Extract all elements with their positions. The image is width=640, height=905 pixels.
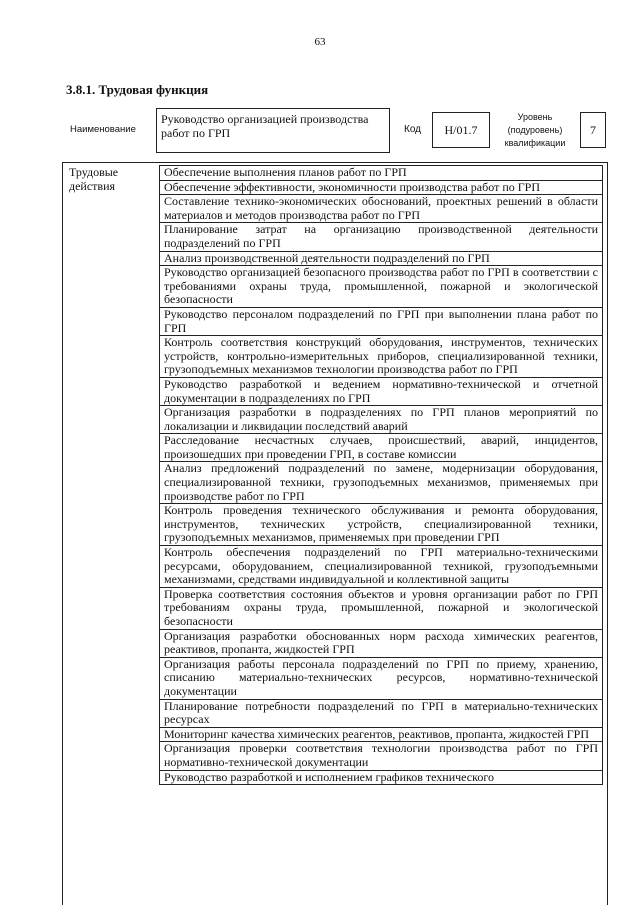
action-row: Анализ производственной деятельности подразделений по ГРП (159, 251, 603, 267)
action-row: Анализ предложений подразделений по замене, модернизации оборудования, специализированной техники, грузоподъемных механизмов, применяемых при производстве работ по ГРП (159, 461, 603, 504)
action-row: Контроль проведения технического обслуживания и ремонта оборудования, инструментов, технических устройств, специализированной техники, грузоподъемных механизмов, применяемых при проведении ГРП (159, 503, 603, 546)
action-row: Расследование несчастных случаев, происшествий, аварий, инцидентов, произошедших при проведении ГРП, в составе комиссии (159, 433, 603, 462)
action-row: Обеспечение выполнения планов работ по ГРП (159, 165, 603, 181)
action-row: Руководство разработкой и исполнением графиков технического (159, 770, 603, 786)
action-row: Организация работы персонала подразделений по ГРП по приему, хранению, списанию материально-технических ресурсов, нормативно-технической документации (159, 657, 603, 700)
action-row: Организация разработки в подразделениях по ГРП планов мероприятий по локализации и ликвидации последствий аварий (159, 405, 603, 434)
action-row: Организация проверки соответствия технологии производства работ по ГРП нормативно-технической документации (159, 741, 603, 770)
action-row: Контроль соответствия конструкций оборудования, инструментов, технических устройств, контрольно-измерительных приборов, специализированной техники, грузоподъемных механизмов технологии производства работ по ГРП (159, 335, 603, 378)
action-row: Планирование потребности подразделений по ГРП в материально-технических ресурсах (159, 699, 603, 728)
action-row: Планирование затрат на организацию производственной деятельности подразделений по ГРП (159, 222, 603, 251)
action-row: Руководство разработкой и ведением нормативно-технической и отчетной документации в подразделениях по ГРП (159, 377, 603, 406)
level-label-line3: квалификации (504, 138, 566, 148)
level-label-line2: (подуровень) (507, 125, 563, 135)
qualification-level-label (496, 111, 574, 150)
label-line2: действия (69, 179, 116, 193)
page-number: 63 (314, 36, 326, 48)
function-name-box: Руководство организацией производства работ по ГРП (156, 108, 390, 153)
action-row: Составление технико-экономических обоснований, проектных решений в области материалов и методов производства работ по ГРП (159, 194, 603, 223)
labor-actions-list (159, 165, 603, 785)
action-row: Контроль обеспечения подразделений по ГРП материально-техническими ресурсами, оборудованием, специализированной техникой, грузоподъемными механизмами, средствами индивидуальной и коллективной защиты (159, 545, 603, 588)
function-code-box: H/01.7 (432, 112, 490, 148)
labor-actions-table (62, 162, 608, 905)
action-row: Руководство организацией безопасного производства работ по ГРП в соответствии с требованиями охраны труда, промышленной, пожарной и экологической безопасности (159, 265, 603, 308)
name-label: Наименование (70, 124, 136, 135)
section-title: 3.8.1. Трудовая функция (66, 82, 209, 97)
code-label: Код (404, 124, 422, 135)
action-row: Мониторинг качества химических реагентов, реактивов, пропанта, жидкостей ГРП (159, 727, 603, 743)
action-row: Обеспечение эффективности, экономичности производства работ по ГРП (159, 180, 603, 196)
level-label-line1: Уровень (517, 112, 553, 122)
action-row: Организация разработки обоснованных норм расхода химических реагентов, реактивов, пропанта, жидкостей ГРП (159, 629, 603, 658)
qualification-level-box: 7 (580, 112, 606, 148)
label-line1: Трудовые (69, 165, 119, 179)
action-row: Проверка соответствия состояния объектов и уровня организации работ по ГРП требованиям охраны труда, промышленной, пожарной и экологической безопасности (159, 587, 603, 630)
labor-actions-label (69, 165, 157, 193)
action-row: Руководство персоналом подразделений по ГРП при выполнении плана работ по ГРП (159, 307, 603, 336)
